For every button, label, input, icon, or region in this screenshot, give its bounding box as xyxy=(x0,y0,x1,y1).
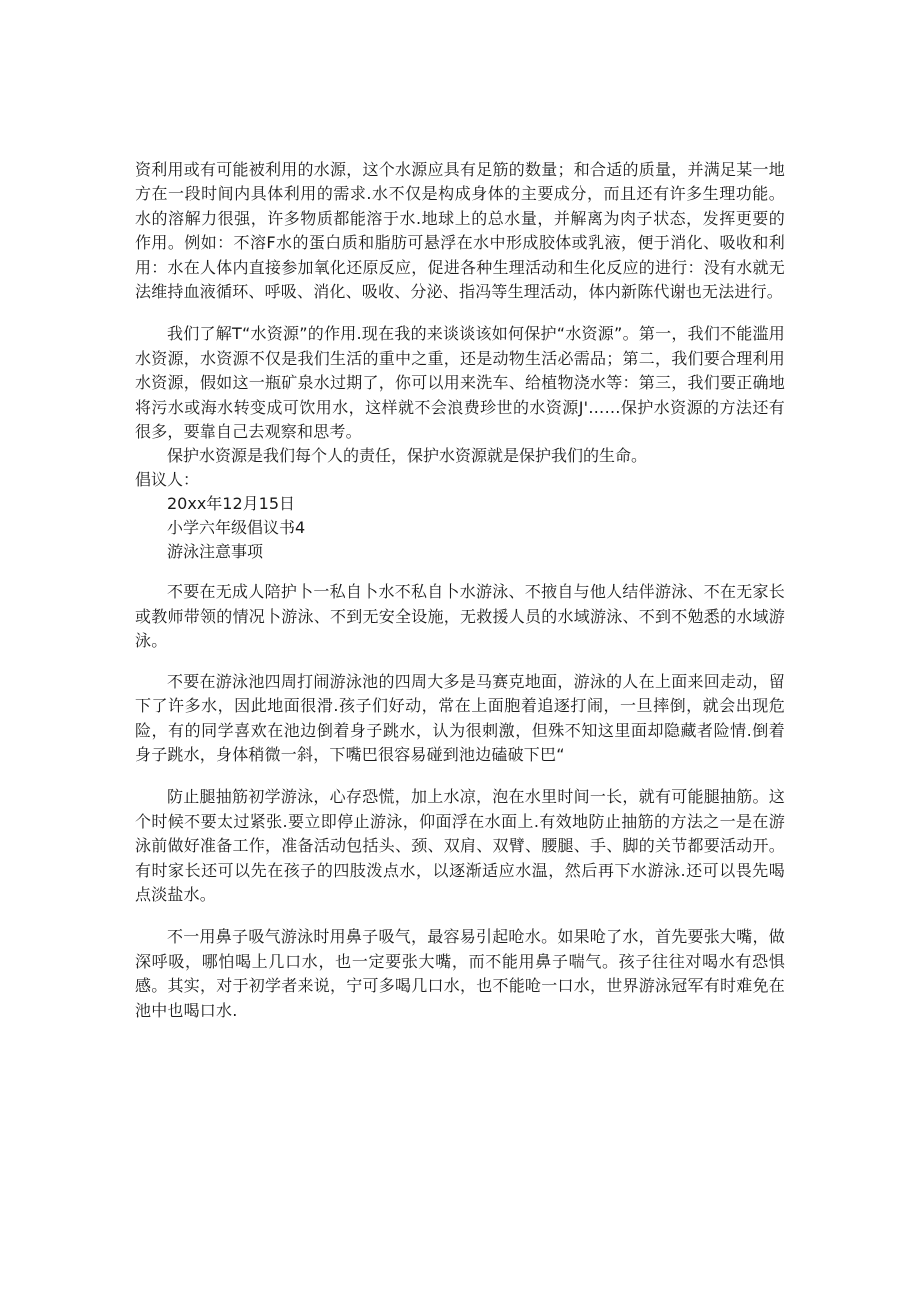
paragraph-prevent-leg-cramps: 防止腿抽筋初学游泳，心存恐慌，加上水凉，泡在水里时间一长，就有可能腿抽筋。这个时候不要太过紧张.要立即停止游泳，仰面浮在水面上.有效地防止抽筋的方法之一是在游泳前做好准备工作，准备活动包括头、颈、双肩、双臂、腰腿、手、脚的关节都要活动开。有时家长还可以先在孩子的四肢泼点水，以逐渐适应水温，然后再下水游泳.还可以畏先喝点淡盐水。 xyxy=(135,787,785,904)
paragraph-nose-breathing: 不一用鼻子吸气游泳时用鼻子吸气，最容易引起呛水。如果呛了水，首先要张大嘴，做深呼吸，哪怕喝上几口水，也一定要张大嘴，而不能用鼻子喘气。孩子往往对喝水有恐惧感。其实，对于初学者来说，宁可多喝几口水，也不能呛一口水，世界游泳冠军有时难免在池中也喝口水. xyxy=(135,927,785,1020)
document-body xyxy=(135,158,785,1023)
paragraph-water-resources-definition: 资利用或有可能被利用的水源，这个水源应具有足筋的数量；和合适的质量，并满足某一地方在一段时间内具体利用的需求.水不仅是构成身体的主要成分，而且还有许多生理功能。水的溶解力很强，许多物质都能溶于水.地球上的总水量，并解离为肉子状态，发挥更要的作用。例如：不溶F水的蛋白质和脂肪可悬浮在水中形成胶体或乳液，便于消化、吸收和利用：水在人体内直接参加氧化还原反应，促进各种生理活动和生化反应的进行：没有水就无法维持血液循环、呼吸、消化、吸收、分泌、指冯等生理活动，体内新陈代谢也无法进行。 xyxy=(135,160,785,302)
proposer-label: 倡议人： xyxy=(135,470,200,490)
paragraph-responsibility: 保护水资源是我们每个人的责任，保护水资源就是保护我们的生命。 xyxy=(167,446,648,466)
paragraph-protect-water-ways: 我们了解T“水资源”的作用.现在我的来谈谈该如何保护“水资源”。第一，我们不能滥用水资源，水资源不仅是我们生活的重中之重，还是动物生活必需品；第二，我们要合理利用水资源，假如这一瓶矿泉水过期了，你可以用来洗车、给植物浇水等：第三，我们要正确地将污水或海水转变成可饮用水，这样就不会浪费珍世的水资源J'……保护水资源的方法还有很多，要靠自己去观察和思考。 xyxy=(135,324,785,442)
paragraph-no-horseplay-poolside: 不要在游泳池四周打闹游泳池的四周大多是马赛克地面，游泳的人在上面来回走动，留下了许多水，因此地面很滑.孩子们好动，常在上面胞着追逐打闹，一旦摔倒，就会出现危险，有的同学喜欢在池边倒着身子跳水，认为很刺激，但殊不知这里面却隐藏者险情.倒着身子跳水，身体稍微一斜，下嘴巴很容易碰到池边磕破下巴“ xyxy=(135,671,785,764)
section-title: 小学六年级倡议书4 xyxy=(167,518,306,538)
subsection-heading: 游泳注意事项 xyxy=(167,542,264,562)
paragraph-no-unsupervised-swimming: 不要在无成人陪护卜一私自卜水不私自卜水游泳、不掖自与他人结伴游泳、不在无家长或教师带领的情况卜游泳、不到无安全设施，无救援人员的水域游泳、不到不勉悉的水域游泳。 xyxy=(135,582,785,651)
document-date: 20xx年12月15日 xyxy=(167,494,296,514)
